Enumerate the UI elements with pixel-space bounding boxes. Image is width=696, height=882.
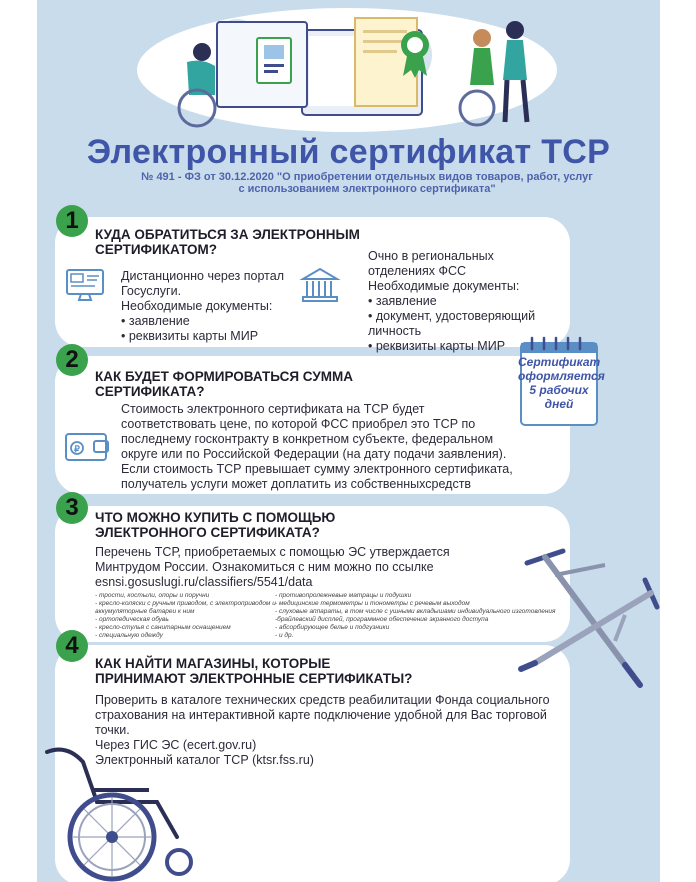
section-1-number: 1 [56, 205, 88, 237]
page-subtitle [97, 171, 637, 195]
section-3-list-right: - противопролежневые матрацы и подушки - медицинские термометры и тонометры с речевым выходом - слуховые аппараты, в том числе с ушными вкладышами индивидуального изготовления -брайлевский дисплей, программное обеспечение экранного доступа - абсорбирующее белье и подгузники - и др. [275, 592, 556, 639]
section-2-heading: КАК БУДЕТ ФОРМИРОВАТЬСЯ СУММА СЕРТИФИКАТА? [95, 369, 353, 399]
crutches-icon [515, 545, 660, 695]
section-4-number: 4 [56, 630, 88, 662]
subtitle-line-1: № 491 - ФЗ от 30.12.2020 "О приобретении отдельных видов товаров, работ, услуг [141, 171, 593, 183]
section-1-right-text: Очно в региональных отделениях ФСС Необходимые документы: • заявление • документ, удостоверяющий личность • реквизиты карты МИР [368, 249, 536, 353]
svg-text:₽: ₽ [74, 444, 80, 454]
section-3-number: 3 [56, 492, 88, 524]
esnsi-link[interactable]: esnsi.gosuslugi.ru/classifiers/5541/data [95, 575, 313, 589]
page-title: Электронный сертификат ТСР [86, 133, 611, 171]
section-1-left-text: Дистанционно через портал Госуслуги. Необходимые документы: • заявление • реквизиты карты МИР [121, 269, 284, 343]
section-4-text: Проверить в каталоге технических средств реабилитации Фонда социального страхования на интерактивной карте подключение удобной для Вас торговой точки. Через ГИС ЭС (ecert.gov.ru) Электронный каталог ТСР (ktsr.fss.ru) [95, 693, 550, 767]
ktsr-link[interactable]: Электронный каталог ТСР (ktsr.fss.ru) [95, 753, 314, 767]
building-icon [299, 265, 341, 305]
section-2-text: Стоимость электронного сертификата на ТСР будет соответствовать цене, по которой ФСС приобрел это ТСР по последнему госконтракту в конкретном субъекте, федеральном округе или по Российской Федерации (на дату подачи заявления). Если стоимость ТСР превышает сумму электронного сертификата, получатель услуги может доплатить из собственныхсредств [121, 402, 513, 491]
section-4-heading: КАК НАЙТИ МАГАЗИНЫ, КОТОРЫЕ ПРИНИМАЮТ ЭЛЕКТРОННЫЕ СЕРТИФИКАТЫ? [95, 656, 413, 686]
wheelchair-icon [37, 742, 207, 882]
section-1-heading: КУДА ОБРАТИТЬСЯ ЗА ЭЛЕКТРОННЫМ СЕРТИФИКАТОМ? [95, 227, 360, 257]
computer-icon [65, 268, 105, 302]
section-3-heading: ЧТО МОЖНО КУПИТЬ С ПОМОЩЬЮ ЭЛЕКТРОННОГО СЕРТИФИКАТА? [95, 510, 336, 540]
ecert-link[interactable]: Через ГИС ЭС (ecert.gov.ru) [95, 738, 257, 752]
poster [37, 0, 660, 882]
section-2-number: 2 [56, 344, 88, 376]
calendar-badge [518, 335, 605, 427]
section-3-list-left: - трости, костыли, опоры и поручни - кресло-коляски с ручным приводом, с электроприводом и аккумуляторные батареи к ним - ортопедическая обувь - кресло-стулья с санитарным оснащением - специальную одежду [95, 592, 276, 639]
badge-text: Сертификат оформляется 5 рабочих дней [518, 355, 605, 411]
wallet-icon [64, 428, 112, 464]
subtitle-line-2: с использованием электронного сертификата" [238, 183, 496, 195]
section-3-text: Перечень ТСР, приобретаемых с помощью ЭС утверждается Минтрудом России. Ознакомиться с ним можно по ссылке esnsi.gosuslugi.ru/classifiers/5541/data [95, 545, 450, 589]
hero-illustration [37, 0, 660, 135]
